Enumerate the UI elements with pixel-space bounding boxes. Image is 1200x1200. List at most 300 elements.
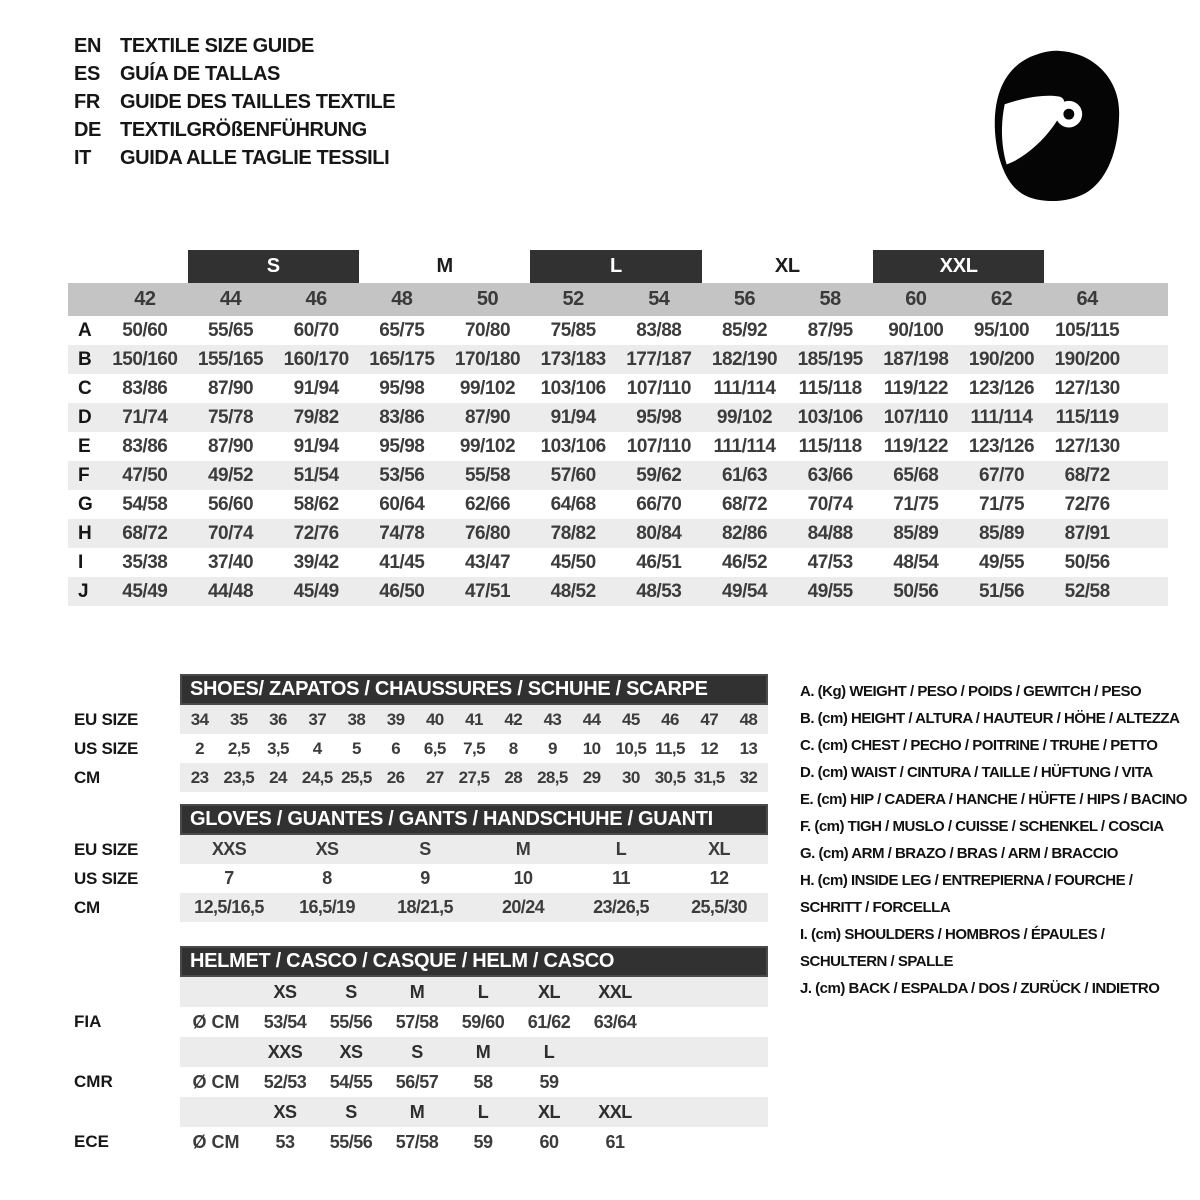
value-cell: 83/86 xyxy=(122,436,168,457)
language-row xyxy=(74,116,395,144)
value-cell: 9 xyxy=(548,739,557,758)
value-cell: 91/94 xyxy=(293,436,339,457)
helmet-value-cell: 54/55 xyxy=(329,1072,373,1092)
size-group-xxl: XXL xyxy=(873,250,1044,283)
value-cell: 82/86 xyxy=(721,523,768,544)
shoes-rows xyxy=(74,705,774,792)
value-cell: 39 xyxy=(386,710,405,729)
value-cell: XL xyxy=(708,839,730,859)
value-cell: 10 xyxy=(513,868,533,888)
value-cell: 2 xyxy=(195,739,205,758)
value-cell: 46 xyxy=(661,710,679,729)
row-letter: C xyxy=(78,378,92,399)
value-cell: 7,5 xyxy=(463,739,485,758)
value-cell: 65/75 xyxy=(379,320,425,341)
value-cell: 8 xyxy=(322,868,332,888)
helmet-value-cell: 59/60 xyxy=(461,1012,505,1032)
value-cell: 24,5 xyxy=(301,768,333,787)
helmet-value-cell: 59 xyxy=(473,1132,493,1152)
row-values xyxy=(180,893,768,922)
value-cell: 42 xyxy=(504,710,523,729)
helmet-section xyxy=(74,946,774,1157)
value-cell: 87/90 xyxy=(207,436,254,457)
value-cell: 111/114 xyxy=(713,378,776,399)
language-list xyxy=(74,32,395,172)
value-cell: 38 xyxy=(347,710,366,729)
helmet-value-cell: 56/57 xyxy=(395,1072,439,1092)
value-cell: 70/80 xyxy=(464,320,511,341)
row-letter: G xyxy=(78,494,93,515)
value-cell: 10,5 xyxy=(615,739,647,758)
value-cell: 127/130 xyxy=(1054,378,1120,399)
helmet-size-header: L xyxy=(543,1042,555,1062)
value-cell: 155/165 xyxy=(197,349,264,370)
value-cell: 55/65 xyxy=(207,320,254,341)
textile-size-table xyxy=(68,250,1168,606)
helmet-standard-row-ECE xyxy=(74,1127,774,1157)
value-cell: M xyxy=(515,839,531,859)
value-cell: 87/95 xyxy=(807,320,853,341)
size-column-header: 48 xyxy=(391,288,413,310)
value-cell: 65/68 xyxy=(893,465,939,486)
value-cell: 10 xyxy=(582,739,601,758)
value-cell: 99/102 xyxy=(459,436,516,457)
gloves-section-title: GLOVES / GUANTES / GANTS / HANDSCHUHE / GUANTI xyxy=(180,804,768,835)
row-values xyxy=(180,1067,768,1097)
helmet-size-header: M xyxy=(409,1102,425,1122)
helmet-size-header: XXL xyxy=(598,982,632,1002)
value-cell: 170/180 xyxy=(454,349,521,370)
value-cell: 115/118 xyxy=(798,378,862,399)
size-group-l: L xyxy=(530,250,701,283)
legend-line: F. (cm) TIGH / MUSLO / CUISSE / SCHENKEL / COSCIA xyxy=(800,818,1164,835)
helmet-value-cell: 57/58 xyxy=(395,1012,439,1032)
measurement-row-A xyxy=(68,316,1168,345)
value-cell: 91/94 xyxy=(293,378,339,399)
value-cell: 70/74 xyxy=(207,523,254,544)
helmet-size-header: L xyxy=(477,1102,489,1122)
value-cell: 46/51 xyxy=(636,552,682,573)
measurement-legend xyxy=(800,678,1200,1002)
language-label: TEXTILGRÖßENFÜHRUNG xyxy=(120,118,367,141)
value-cell: 182/190 xyxy=(711,349,778,370)
value-cell: 68/72 xyxy=(721,494,768,515)
size-row xyxy=(74,893,774,922)
value-cell: 6 xyxy=(391,739,401,758)
diameter-unit-cell: Ø CM xyxy=(192,1012,240,1032)
helmet-size-header: L xyxy=(477,982,489,1002)
value-cell: 26 xyxy=(386,768,405,787)
gloves-rows xyxy=(74,835,774,922)
value-cell: 51/56 xyxy=(978,581,1025,602)
row-values xyxy=(180,1127,768,1157)
value-cell: 91/94 xyxy=(550,407,596,428)
measurement-row-C xyxy=(68,374,1168,403)
helmet-section-title: HELMET / CASCO / CASQUE / HELM / CASCO xyxy=(180,946,768,977)
row-values xyxy=(180,734,768,763)
language-label: TEXTILE SIZE GUIDE xyxy=(120,34,314,57)
value-cell: 27,5 xyxy=(458,768,490,787)
value-cell: 71/75 xyxy=(978,494,1025,515)
value-cell: 45/49 xyxy=(293,581,339,602)
measurement-row-I xyxy=(68,548,1168,577)
value-cell: 60/70 xyxy=(293,320,339,341)
value-cell: 7 xyxy=(224,868,234,888)
value-cell: 47/50 xyxy=(122,465,168,486)
value-cell: 32 xyxy=(739,768,758,787)
standard-label: CMR xyxy=(74,1072,113,1091)
size-group-xl: XL xyxy=(774,255,800,277)
helmet-size-header: XS xyxy=(273,982,297,1002)
row-values xyxy=(180,705,768,734)
row-values xyxy=(180,1007,768,1037)
value-cell: 87/90 xyxy=(207,378,254,399)
value-cell: 52/58 xyxy=(1064,581,1110,602)
value-cell: 79/82 xyxy=(293,407,339,428)
legend-line: A. (Kg) WEIGHT / PESO / POIDS / GEWITCH / PESO xyxy=(800,683,1142,700)
value-cell: 127/130 xyxy=(1054,436,1120,457)
value-cell: 12 xyxy=(700,739,719,758)
diameter-unit-cell xyxy=(180,1037,252,1067)
helmet-rows xyxy=(74,977,774,1157)
value-cell: 83/88 xyxy=(636,320,682,341)
helmet-value-cell: 52/53 xyxy=(263,1072,307,1092)
value-cell: 56/60 xyxy=(207,494,254,515)
legend-item xyxy=(800,867,1200,921)
value-cell: 8 xyxy=(508,739,518,758)
value-cell: S xyxy=(419,839,431,859)
value-cell: 107/110 xyxy=(626,436,691,457)
value-cell: 60/64 xyxy=(379,494,425,515)
value-cell: 95/98 xyxy=(379,378,425,399)
value-cell: 119/122 xyxy=(883,436,948,457)
size-column-header: 58 xyxy=(819,288,841,310)
language-code: DE xyxy=(74,118,101,141)
value-cell: 23,5 xyxy=(223,768,255,787)
measurement-row-B xyxy=(68,345,1168,374)
diameter-unit-cell xyxy=(180,1097,252,1127)
language-code: FR xyxy=(74,90,100,113)
legend-item xyxy=(800,678,1200,705)
value-cell: 47 xyxy=(700,710,719,729)
value-cell: 105/115 xyxy=(1055,320,1120,341)
value-cell: 45 xyxy=(621,710,640,729)
helmet-size-header: M xyxy=(409,982,425,1002)
value-cell: 44 xyxy=(582,710,601,729)
size-row xyxy=(74,835,774,864)
value-cell: 64/68 xyxy=(550,494,596,515)
value-cell: 72/76 xyxy=(1064,494,1110,515)
value-cell: 190/200 xyxy=(1054,349,1120,370)
value-cell: 25,5/30 xyxy=(691,897,747,917)
value-cell: 187/198 xyxy=(883,349,949,370)
value-cell: 90/100 xyxy=(888,320,944,341)
row-letter: J xyxy=(78,581,89,602)
value-cell: 111/114 xyxy=(713,436,776,457)
legend-item xyxy=(800,732,1200,759)
helmet-size-header: XS xyxy=(273,1102,297,1122)
value-cell: 177/187 xyxy=(626,349,692,370)
value-cell: 34 xyxy=(190,710,209,729)
value-cell: 28,5 xyxy=(537,768,568,787)
measurement-row-D xyxy=(68,403,1168,432)
value-cell: 36 xyxy=(269,710,287,729)
value-cell: 57/60 xyxy=(550,465,596,486)
value-cell: 43 xyxy=(543,710,562,729)
legend-item xyxy=(800,840,1200,867)
value-cell: 67/70 xyxy=(978,465,1025,486)
helmet-size-header: XXS xyxy=(267,1042,303,1062)
value-cell: 103/106 xyxy=(797,407,863,428)
legend-line: C. (cm) CHEST / PECHO / POITRINE / TRUHE / PETTO xyxy=(800,737,1158,754)
language-row xyxy=(74,32,395,60)
helmet-size-header: S xyxy=(345,1102,357,1122)
value-cell: 95/100 xyxy=(973,320,1030,341)
size-column-header: 52 xyxy=(562,288,584,310)
value-cell: 95/98 xyxy=(379,436,425,457)
standard-label: ECE xyxy=(74,1132,109,1151)
value-cell: 41/45 xyxy=(379,552,425,573)
language-row xyxy=(74,144,395,172)
row-letter: E xyxy=(78,436,91,457)
size-row xyxy=(74,705,774,734)
value-cell: 150/160 xyxy=(112,349,178,370)
language-code: IT xyxy=(74,146,91,169)
value-cell: XS xyxy=(315,839,339,859)
helmet-value-cell: 55/56 xyxy=(329,1012,373,1032)
measurement-row-H xyxy=(68,519,1168,548)
value-cell: 115/118 xyxy=(798,436,862,457)
legend-line: E. (cm) HIP / CADERA / HANCHE / HÜFTE / HIPS / BACINO xyxy=(800,791,1187,808)
value-cell: 12 xyxy=(709,868,729,888)
size-row xyxy=(74,734,774,763)
helmet-size-header: XL xyxy=(537,982,560,1002)
row-label: CM xyxy=(74,897,100,917)
value-cell: 39/42 xyxy=(293,552,339,573)
value-cell: 20/24 xyxy=(501,897,545,917)
size-group-m: M xyxy=(436,255,453,277)
value-cell: 48/53 xyxy=(636,581,682,602)
helmet-value-cell: 61 xyxy=(605,1132,625,1152)
size-column-header: 54 xyxy=(648,288,670,310)
value-cell: 4 xyxy=(312,739,322,758)
shoes-section-title: SHOES/ ZAPATOS / CHAUSSURES / SCHUHE / SCARPE xyxy=(180,674,768,705)
row-values xyxy=(180,864,768,893)
value-cell: 18/21,5 xyxy=(397,897,453,917)
row-letter: B xyxy=(78,349,92,370)
value-cell: 29 xyxy=(582,768,601,787)
helmet-size-header: XXL xyxy=(598,1102,632,1122)
value-cell: 85/92 xyxy=(721,320,768,341)
value-cell: 68/72 xyxy=(1064,465,1110,486)
row-values xyxy=(180,977,768,1007)
helmet-value-cell: 59 xyxy=(539,1072,559,1092)
value-cell: 123/126 xyxy=(968,378,1035,399)
shoes-section xyxy=(74,674,774,792)
value-cell: 49/55 xyxy=(978,552,1025,573)
value-cell: 41 xyxy=(465,710,483,729)
value-cell: 99/102 xyxy=(716,407,773,428)
value-cell: 75/85 xyxy=(550,320,596,341)
helmet-size-header: S xyxy=(345,982,357,1002)
value-cell: 11,5 xyxy=(655,739,685,758)
value-cell: 35 xyxy=(229,710,248,729)
value-cell: 160/170 xyxy=(283,349,349,370)
helmet-value-cell: 55/56 xyxy=(329,1132,373,1152)
row-label: EU SIZE xyxy=(74,839,139,859)
value-cell: 83/86 xyxy=(379,407,425,428)
value-cell: 43/47 xyxy=(464,552,511,573)
gloves-section xyxy=(74,804,774,922)
value-cell: 80/84 xyxy=(636,523,682,544)
value-cell: 87/91 xyxy=(1064,523,1110,544)
legend-item xyxy=(800,975,1200,1002)
value-cell: 74/78 xyxy=(379,523,425,544)
value-cell: 103/106 xyxy=(540,436,606,457)
legend-line: I. (cm) SHOULDERS / HOMBROS / ÉPAULES / xyxy=(800,926,1105,943)
value-cell: 47/51 xyxy=(464,581,511,602)
value-cell: 48/52 xyxy=(550,581,596,602)
value-cell: 123/126 xyxy=(968,436,1035,457)
language-code: EN xyxy=(74,34,101,57)
legend-item xyxy=(800,921,1200,975)
value-cell: 50/56 xyxy=(1064,552,1110,573)
row-label: CM xyxy=(74,767,100,787)
value-cell: 68/72 xyxy=(122,523,168,544)
legend-item xyxy=(800,705,1200,732)
language-row xyxy=(74,60,395,88)
value-cell: 72/76 xyxy=(293,523,339,544)
diameter-unit-cell: Ø CM xyxy=(192,1132,240,1152)
helmet-standard-row-FIA xyxy=(74,1007,774,1037)
row-letter: I xyxy=(78,552,84,573)
helmet-standard-row-CMR xyxy=(74,1067,774,1097)
value-cell: 71/75 xyxy=(893,494,939,515)
value-cell: L xyxy=(615,839,627,859)
row-label: US SIZE xyxy=(74,738,139,758)
value-cell: 83/86 xyxy=(122,378,168,399)
value-cell: 55/58 xyxy=(464,465,511,486)
value-cell: 37 xyxy=(308,710,327,729)
row-label: US SIZE xyxy=(74,868,139,888)
legend-line: SCHRITT / FORCELLA xyxy=(800,899,951,916)
value-cell: 66/70 xyxy=(636,494,682,515)
legend-line: G. (cm) ARM / BRAZO / BRAS / ARM / BRACCIO xyxy=(800,845,1118,862)
value-cell: 53/56 xyxy=(379,465,425,486)
language-label: GUÍA DE TALLAS xyxy=(120,62,280,85)
value-cell: 71/74 xyxy=(122,407,168,428)
value-cell: 46/52 xyxy=(721,552,768,573)
helmet-value-cell: 63/64 xyxy=(593,1012,637,1032)
legend-line: B. (cm) HEIGHT / ALTURA / HAUTEUR / HÖHE / ALTEZZA xyxy=(800,710,1180,727)
value-cell: 6,5 xyxy=(423,739,446,758)
legend-line: SCHULTERN / SPALLE xyxy=(800,953,953,970)
value-cell: 46/50 xyxy=(379,581,425,602)
size-group-header-row xyxy=(68,250,1168,283)
value-cell: 30 xyxy=(621,768,640,787)
helmet-size-header: M xyxy=(475,1042,491,1062)
value-cell: 62/66 xyxy=(464,494,511,515)
value-cell: 54/58 xyxy=(122,494,168,515)
language-row xyxy=(74,88,395,116)
value-cell: 111/114 xyxy=(970,407,1033,428)
value-cell: 37/40 xyxy=(207,552,254,573)
value-cell: 173/183 xyxy=(540,349,606,370)
row-label: EU SIZE xyxy=(74,709,139,729)
value-cell: 51/54 xyxy=(293,465,339,486)
value-cell: 23 xyxy=(190,768,209,787)
helmet-value-cell: 53/54 xyxy=(263,1012,307,1032)
value-cell: 84/88 xyxy=(807,523,853,544)
value-cell: 59/62 xyxy=(636,465,682,486)
measurement-row-G xyxy=(68,490,1168,519)
helmet-size-header: XS xyxy=(339,1042,363,1062)
value-cell: 85/89 xyxy=(893,523,939,544)
helmet-value-cell: 60 xyxy=(539,1132,559,1152)
value-cell: 48/54 xyxy=(893,552,939,573)
language-code: ES xyxy=(74,62,100,85)
value-cell: 30,5 xyxy=(654,768,686,787)
value-cell: 107/110 xyxy=(883,407,948,428)
size-column-header: 42 xyxy=(134,288,156,310)
legend-item xyxy=(800,786,1200,813)
value-cell: 185/195 xyxy=(797,349,863,370)
row-letter: F xyxy=(78,465,90,486)
corner-spacer xyxy=(68,283,102,316)
legend-line: D. (cm) WAIST / CINTURA / TAILLE / HÜFTUNG / VITA xyxy=(800,764,1153,781)
value-cell: 85/89 xyxy=(978,523,1025,544)
measurement-row-F xyxy=(68,461,1168,490)
value-cell: 70/74 xyxy=(807,494,853,515)
size-column-header: 56 xyxy=(733,288,756,310)
language-label: GUIDE DES TAILLES TEXTILE xyxy=(120,90,396,113)
row-letter: H xyxy=(78,523,92,544)
size-column-header: 50 xyxy=(476,288,499,310)
value-cell: 165/175 xyxy=(369,349,435,370)
size-group-s: S xyxy=(188,250,359,283)
legend-item xyxy=(800,813,1200,840)
size-column-header: 62 xyxy=(990,288,1013,310)
value-cell: 58/62 xyxy=(293,494,339,515)
helmet-value-cell: 61/62 xyxy=(527,1012,571,1032)
row-letter: D xyxy=(78,407,92,428)
helmet-size-header: XL xyxy=(537,1102,560,1122)
row-values xyxy=(180,835,768,864)
value-cell: 49/52 xyxy=(207,465,254,486)
size-column-header: 64 xyxy=(1076,288,1098,310)
legend-line: J. (cm) BACK / ESPALDA / DOS / ZURÜCK / INDIETRO xyxy=(800,980,1160,997)
value-cell: 16,5/19 xyxy=(299,897,355,917)
row-letter: A xyxy=(78,320,92,341)
size-row xyxy=(74,763,774,792)
value-cell: 11 xyxy=(612,868,630,888)
value-cell: 48 xyxy=(739,710,758,729)
value-cell: 3,5 xyxy=(267,739,289,758)
value-cell: 115/119 xyxy=(1055,407,1119,428)
measurement-rows xyxy=(68,316,1168,606)
size-row xyxy=(74,864,774,893)
legend-line: H. (cm) INSIDE LEG / ENTREPIERNA / FOURCHE / xyxy=(800,872,1133,889)
helmet-value-cell: 53 xyxy=(275,1132,295,1152)
row-values xyxy=(180,1037,768,1067)
value-cell: 50/56 xyxy=(893,581,939,602)
value-cell: 35/38 xyxy=(122,552,168,573)
value-cell: 31,5 xyxy=(693,768,725,787)
value-cell: 12,5/16,5 xyxy=(194,897,264,917)
size-column-header: 44 xyxy=(219,288,242,310)
size-number-row xyxy=(68,283,1168,316)
legend-item xyxy=(800,759,1200,786)
